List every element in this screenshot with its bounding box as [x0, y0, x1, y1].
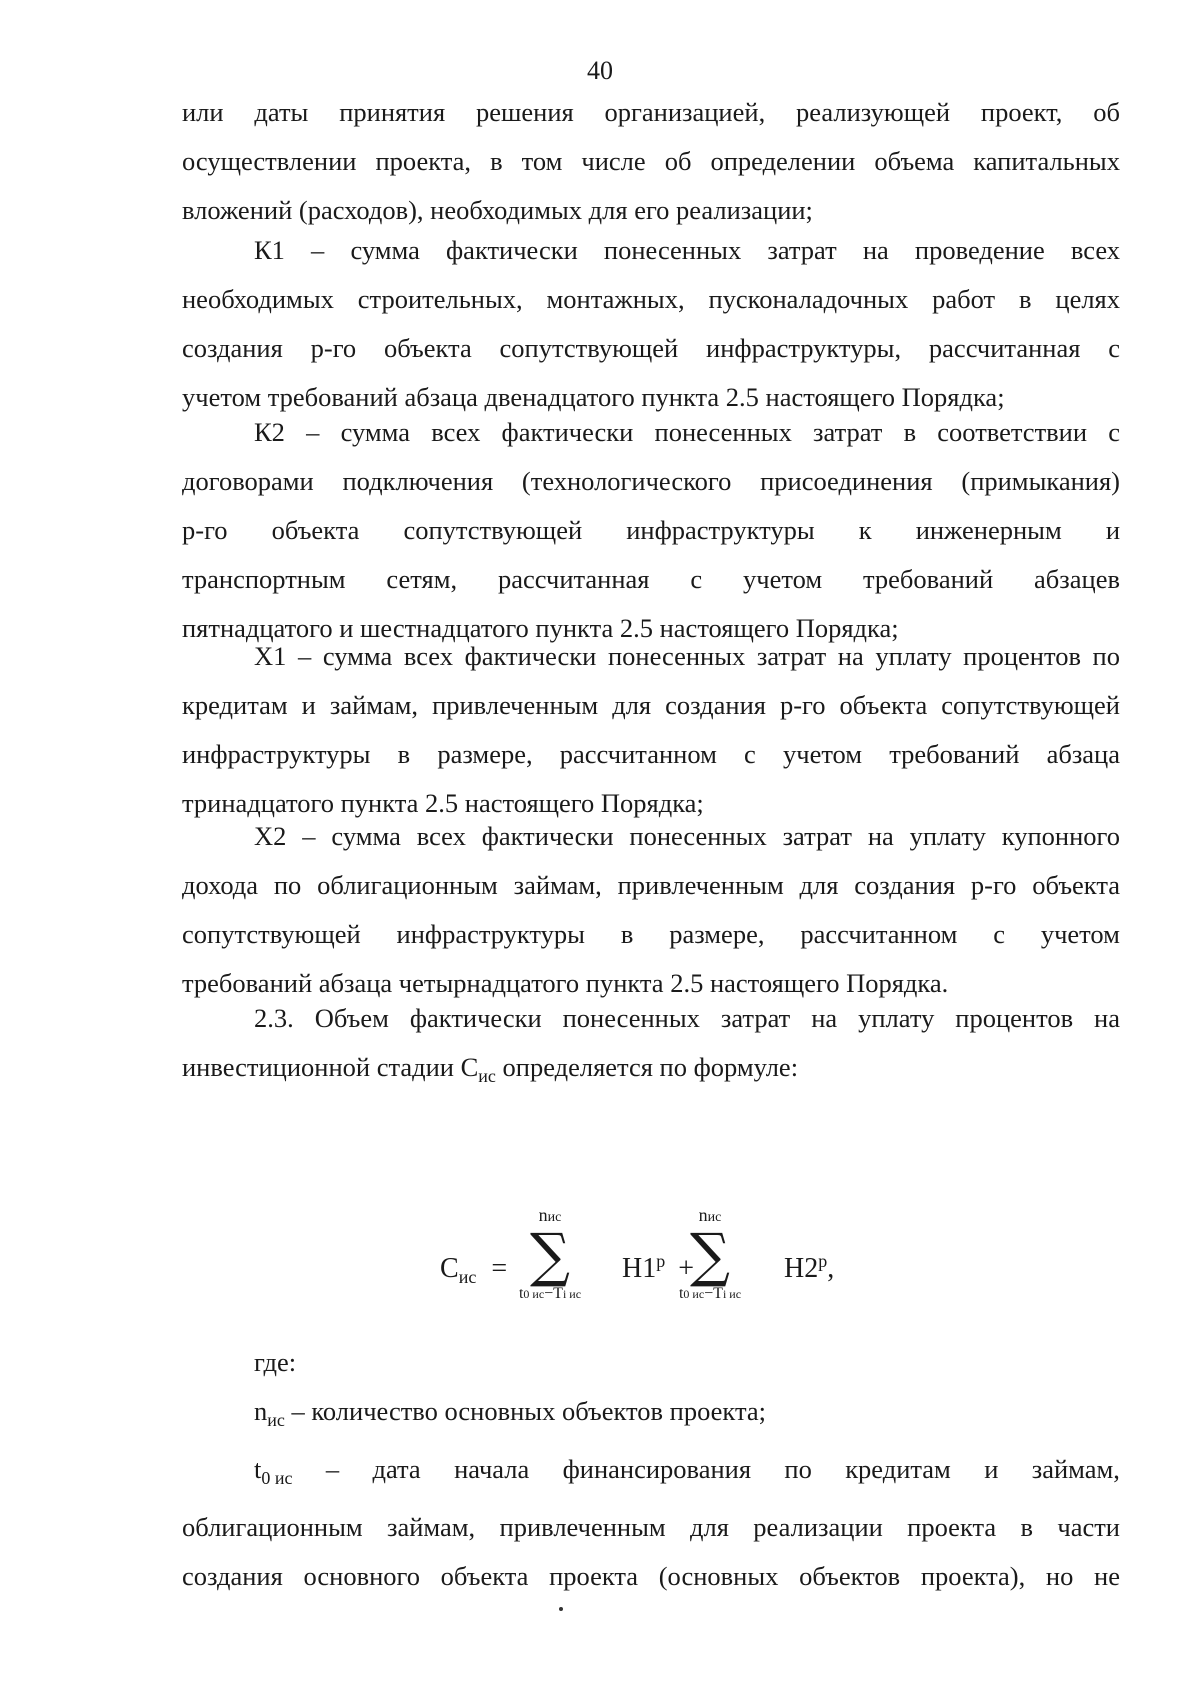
- paragraph-k1: [182, 226, 1120, 422]
- paragraph-k2: [182, 408, 1120, 653]
- text-line: 2.3. Объем фактически понесенных затрат на уплату процентов на: [254, 1003, 1120, 1033]
- text-line: инвестиционной стадии $С_{ис}$ определяется по формуле:: [182, 1052, 799, 1086]
- text-line: тринадцатого пункта 2.5 настоящего Порядка;: [182, 788, 704, 818]
- formula-term-1: $Н1^р$ +: [622, 1251, 695, 1284]
- paragraph-section-2-3: [182, 994, 1120, 1101]
- text-line: учетом требований абзаца двенадцатого пункта 2.5 настоящего Порядка;: [182, 382, 1005, 412]
- text-line: договорами подключения (технологического присоединения (примыкания): [182, 466, 1120, 496]
- definition-t-line: $t_{0 ис}$ – дата начала финансирования по кредитам и займам,: [254, 1454, 1120, 1488]
- text-line: пятнадцатого и шестнадцатого пункта 2.5 настоящего Порядка;: [182, 613, 899, 643]
- paragraph-continuation: [182, 88, 1120, 235]
- sum-operator-1: nис ∑ t0 ис−Ti ис: [480, 1205, 620, 1304]
- definition-n: $n_{ис}$ – количество основных объектов проекта;: [254, 1396, 766, 1430]
- paragraph-x2: [182, 812, 1120, 1008]
- text-line: вложений (расходов), необходимых для его реализации;: [182, 195, 813, 225]
- text-line: создания основного объекта проекта (основных объектов проекта), но не: [182, 1561, 1120, 1591]
- scan-speck: [559, 1607, 563, 1611]
- text-line: создания р-го объекта сопутствующей инфраструктуры, рассчитанная с: [182, 333, 1120, 363]
- text-line: облигационным займам, привлеченным для реализации проекта в части: [182, 1512, 1120, 1542]
- text-line: дохода по облигационным займам, привлеченным для создания р-го объекта: [182, 870, 1120, 900]
- where-label: где:: [254, 1347, 297, 1377]
- text-line: или даты принятия решения организацией, реализующей проект, об: [182, 97, 1120, 127]
- page-number: 40: [587, 56, 613, 85]
- sum-operator-2: nис ∑ t0 ис−Ti ис: [640, 1205, 780, 1304]
- formula: [440, 1205, 1040, 1330]
- text-line: сопутствующей инфраструктуры в размере, рассчитанном с учетом: [182, 919, 1120, 949]
- definitions-block: [182, 1338, 1120, 1601]
- text-line: р-го объекта сопутствующей инфраструктуры к инженерным и: [182, 515, 1120, 545]
- text-line: К2 – сумма всех фактически понесенных затрат в соответствии с: [254, 417, 1120, 447]
- text-line: необходимых строительных, монтажных, пусконаладочных работ в целях: [182, 284, 1120, 314]
- text-line: требований абзаца четырнадцатого пункта 2.5 настоящего Порядка.: [182, 968, 949, 998]
- paragraph-x1: [182, 632, 1120, 828]
- formula-lhs: $С_{ис}$ =: [440, 1253, 508, 1287]
- formula-term-2: $Н2^р$,: [784, 1251, 835, 1284]
- text-line: инфраструктуры в размере, рассчитанном с учетом требований абзаца: [182, 739, 1120, 769]
- text-line: осуществлении проекта, в том числе об определении объема капитальных: [182, 146, 1120, 176]
- sigma-symbol: ∑: [530, 1221, 570, 1290]
- text-line: К1 – сумма фактически понесенных затрат на проведение всех: [254, 235, 1120, 265]
- text-line: кредитам и займам, привлеченным для создания р-го объекта сопутствующей: [182, 690, 1120, 720]
- text-line: транспортным сетям, рассчитанная с учетом требований абзацев: [182, 564, 1120, 594]
- text-line: Х1 – сумма всех фактически понесенных затрат на уплату процентов по: [254, 641, 1120, 671]
- sigma-symbol: ∑: [690, 1221, 730, 1290]
- text-line: Х2 – сумма всех фактически понесенных затрат на уплату купонного: [254, 821, 1120, 851]
